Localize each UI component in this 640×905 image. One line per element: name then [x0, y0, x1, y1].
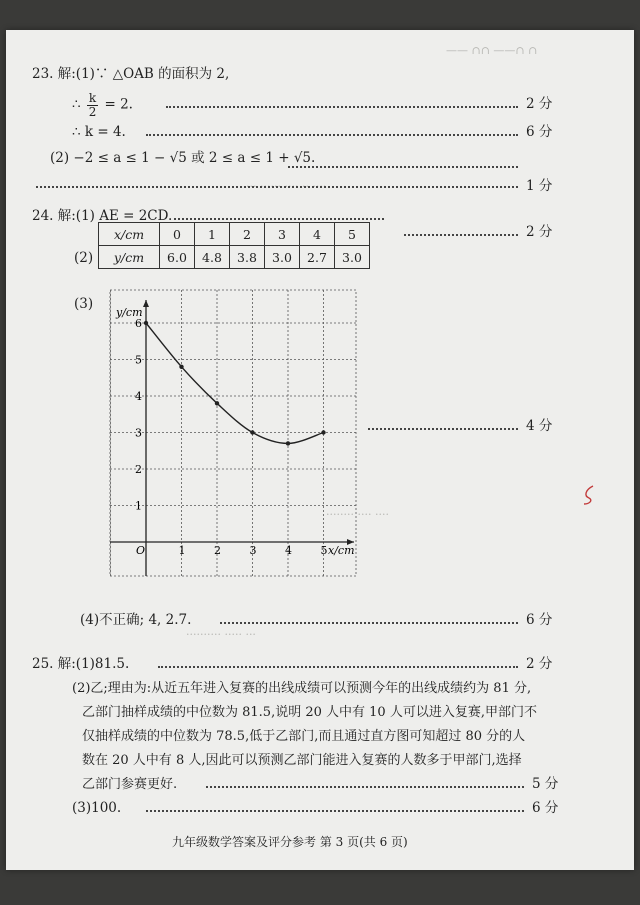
q23-fraction — [87, 92, 98, 118]
q24-function-graph — [102, 286, 364, 580]
q25-score-c: 6 分 — [532, 800, 559, 816]
data-point — [215, 401, 219, 405]
q23-line-3: ∴ k = 4. — [72, 124, 126, 140]
q25-score-a: 2 分 — [526, 656, 553, 672]
y-tick-label: 4 — [135, 390, 142, 403]
table-cell: 3.0 — [335, 246, 370, 269]
table-cell: 3 — [265, 223, 300, 246]
table-cell: 3.0 — [265, 246, 300, 269]
q25-para-line: 乙部门抽样成绩的中位数为 81.5,说明 20 人中有 10 人可以进入复赛,甲部门不 — [82, 705, 537, 720]
table-row-header: y/cm — [99, 246, 160, 269]
series-line — [146, 323, 324, 443]
y-tick-label: 1 — [135, 499, 142, 513]
q25-line-1: 25. 解:(1)81.5. — [32, 656, 130, 672]
q25-para-line: 数在 20 人中有 8 人,因此可以预测乙部门能进入复赛的人数多于甲部门,选择 — [82, 753, 522, 768]
q23-score-b: 6 分 — [526, 124, 553, 140]
table-cell: 4 — [300, 223, 335, 246]
dotted-leader — [146, 810, 524, 812]
x-axis-label: x/cm — [328, 544, 355, 557]
bleed-through-text: ·········· ····· ··· — [186, 628, 256, 641]
chart-series — [144, 321, 326, 446]
bleed-through-text: ········ ···· ···· — [326, 508, 389, 521]
q24-value-table — [98, 222, 370, 269]
q23-line-4: (2) −2 ≤ a ≤ 1 − √5 或 2 ≤ a ≤ 1 + √5. — [50, 150, 316, 166]
grid-frame — [110, 290, 356, 576]
q24-line-1: 24. 解:(1) AE = 2CD. — [32, 208, 173, 224]
bleed-through-text: —— ∩∩ ——∩ ∩ — [446, 44, 538, 57]
table-cell: 2.7 — [300, 246, 335, 269]
dotted-leader — [220, 622, 518, 624]
q24-score-c: 6 分 — [526, 612, 553, 628]
y-tick-label: 6 — [135, 317, 142, 330]
table-cell: 1 — [195, 223, 230, 246]
x-tick-label: 5 — [320, 544, 328, 557]
q23-score-a: 2 分 — [526, 96, 553, 112]
q25-para-line: 乙部门参赛更好. — [82, 777, 178, 792]
table-row-x — [99, 223, 370, 246]
q23-fraction-denominator: 2 — [88, 104, 97, 119]
dotted-leader — [404, 234, 518, 236]
red-pen-mark-icon — [581, 484, 597, 506]
q23-therefore: ∴ — [72, 96, 81, 113]
chart-grid — [110, 290, 356, 576]
q24-score-b: 4 分 — [526, 418, 553, 434]
origin-label: O — [136, 544, 146, 557]
table-row-header: x/cm — [99, 223, 160, 246]
q23-fraction-numerator: k — [88, 91, 97, 105]
data-point — [179, 365, 183, 369]
x-tick-label: 2 — [214, 544, 221, 557]
chart-axes — [110, 300, 354, 576]
dotted-leader — [206, 786, 524, 788]
table-cell: 6.0 — [160, 246, 195, 269]
q25-score-b: 5 分 — [532, 776, 559, 792]
dotted-leader — [174, 218, 384, 220]
table-cell: 4.8 — [195, 246, 230, 269]
q23-line-2 — [72, 92, 133, 118]
y-tick-label: 3 — [135, 426, 142, 440]
q23-line-1: 23. 解:(1)∵ △OAB 的面积为 2, — [32, 66, 230, 82]
y-tick-label: 5 — [135, 353, 142, 367]
q24-part2-label: (2) — [74, 250, 94, 266]
q23-score-c: 1 分 — [526, 178, 553, 194]
dotted-leader — [166, 106, 518, 108]
q24-score-a: 2 分 — [526, 224, 553, 240]
q24-line-4: (4)不正确; 4, 2.7. — [80, 612, 192, 628]
data-point — [250, 430, 254, 434]
dotted-leader — [36, 186, 518, 188]
table-cell: 0 — [160, 223, 195, 246]
q25-para-line: 仅抽样成绩的中位数为 78.5,低于乙部门,而且通过直方图可知超过 80 分的人 — [82, 729, 526, 744]
bleed-through-text: ··· ······ ···· ·· ···· — [246, 180, 327, 193]
y-tick-label: 2 — [135, 463, 142, 476]
table-cell: 3.8 — [230, 246, 265, 269]
table-cell: 2 — [230, 223, 265, 246]
x-tick-label: 3 — [249, 544, 257, 557]
data-point — [144, 321, 148, 325]
table-row-y — [99, 246, 370, 269]
q25-line-3: (3)100. — [72, 800, 122, 816]
answer-sheet-page — [6, 30, 634, 870]
page-footer: 九年级数学答案及评分参考 第 3 页(共 6 页) — [172, 835, 408, 849]
y-axis-label: y/cm — [116, 306, 143, 319]
table-cell: 5 — [335, 223, 370, 246]
data-point — [286, 441, 290, 445]
y-axis-arrow-icon — [143, 300, 149, 307]
q24-part3-label: (3) — [74, 296, 94, 312]
dotted-leader — [368, 428, 518, 430]
x-tick-label: 4 — [285, 544, 292, 557]
x-tick-label: 1 — [178, 544, 186, 557]
data-point — [321, 430, 325, 434]
dotted-leader — [288, 166, 518, 168]
dotted-leader — [146, 134, 518, 136]
dotted-leader — [158, 666, 518, 668]
chart-tick-labels — [135, 317, 328, 557]
q23-equation-rest: = 2. — [104, 96, 133, 113]
q25-para-line: (2)乙;理由为:从近五年进入复赛的出线成绩可以预测今年的出线成绩约为 81 分, — [72, 681, 532, 696]
